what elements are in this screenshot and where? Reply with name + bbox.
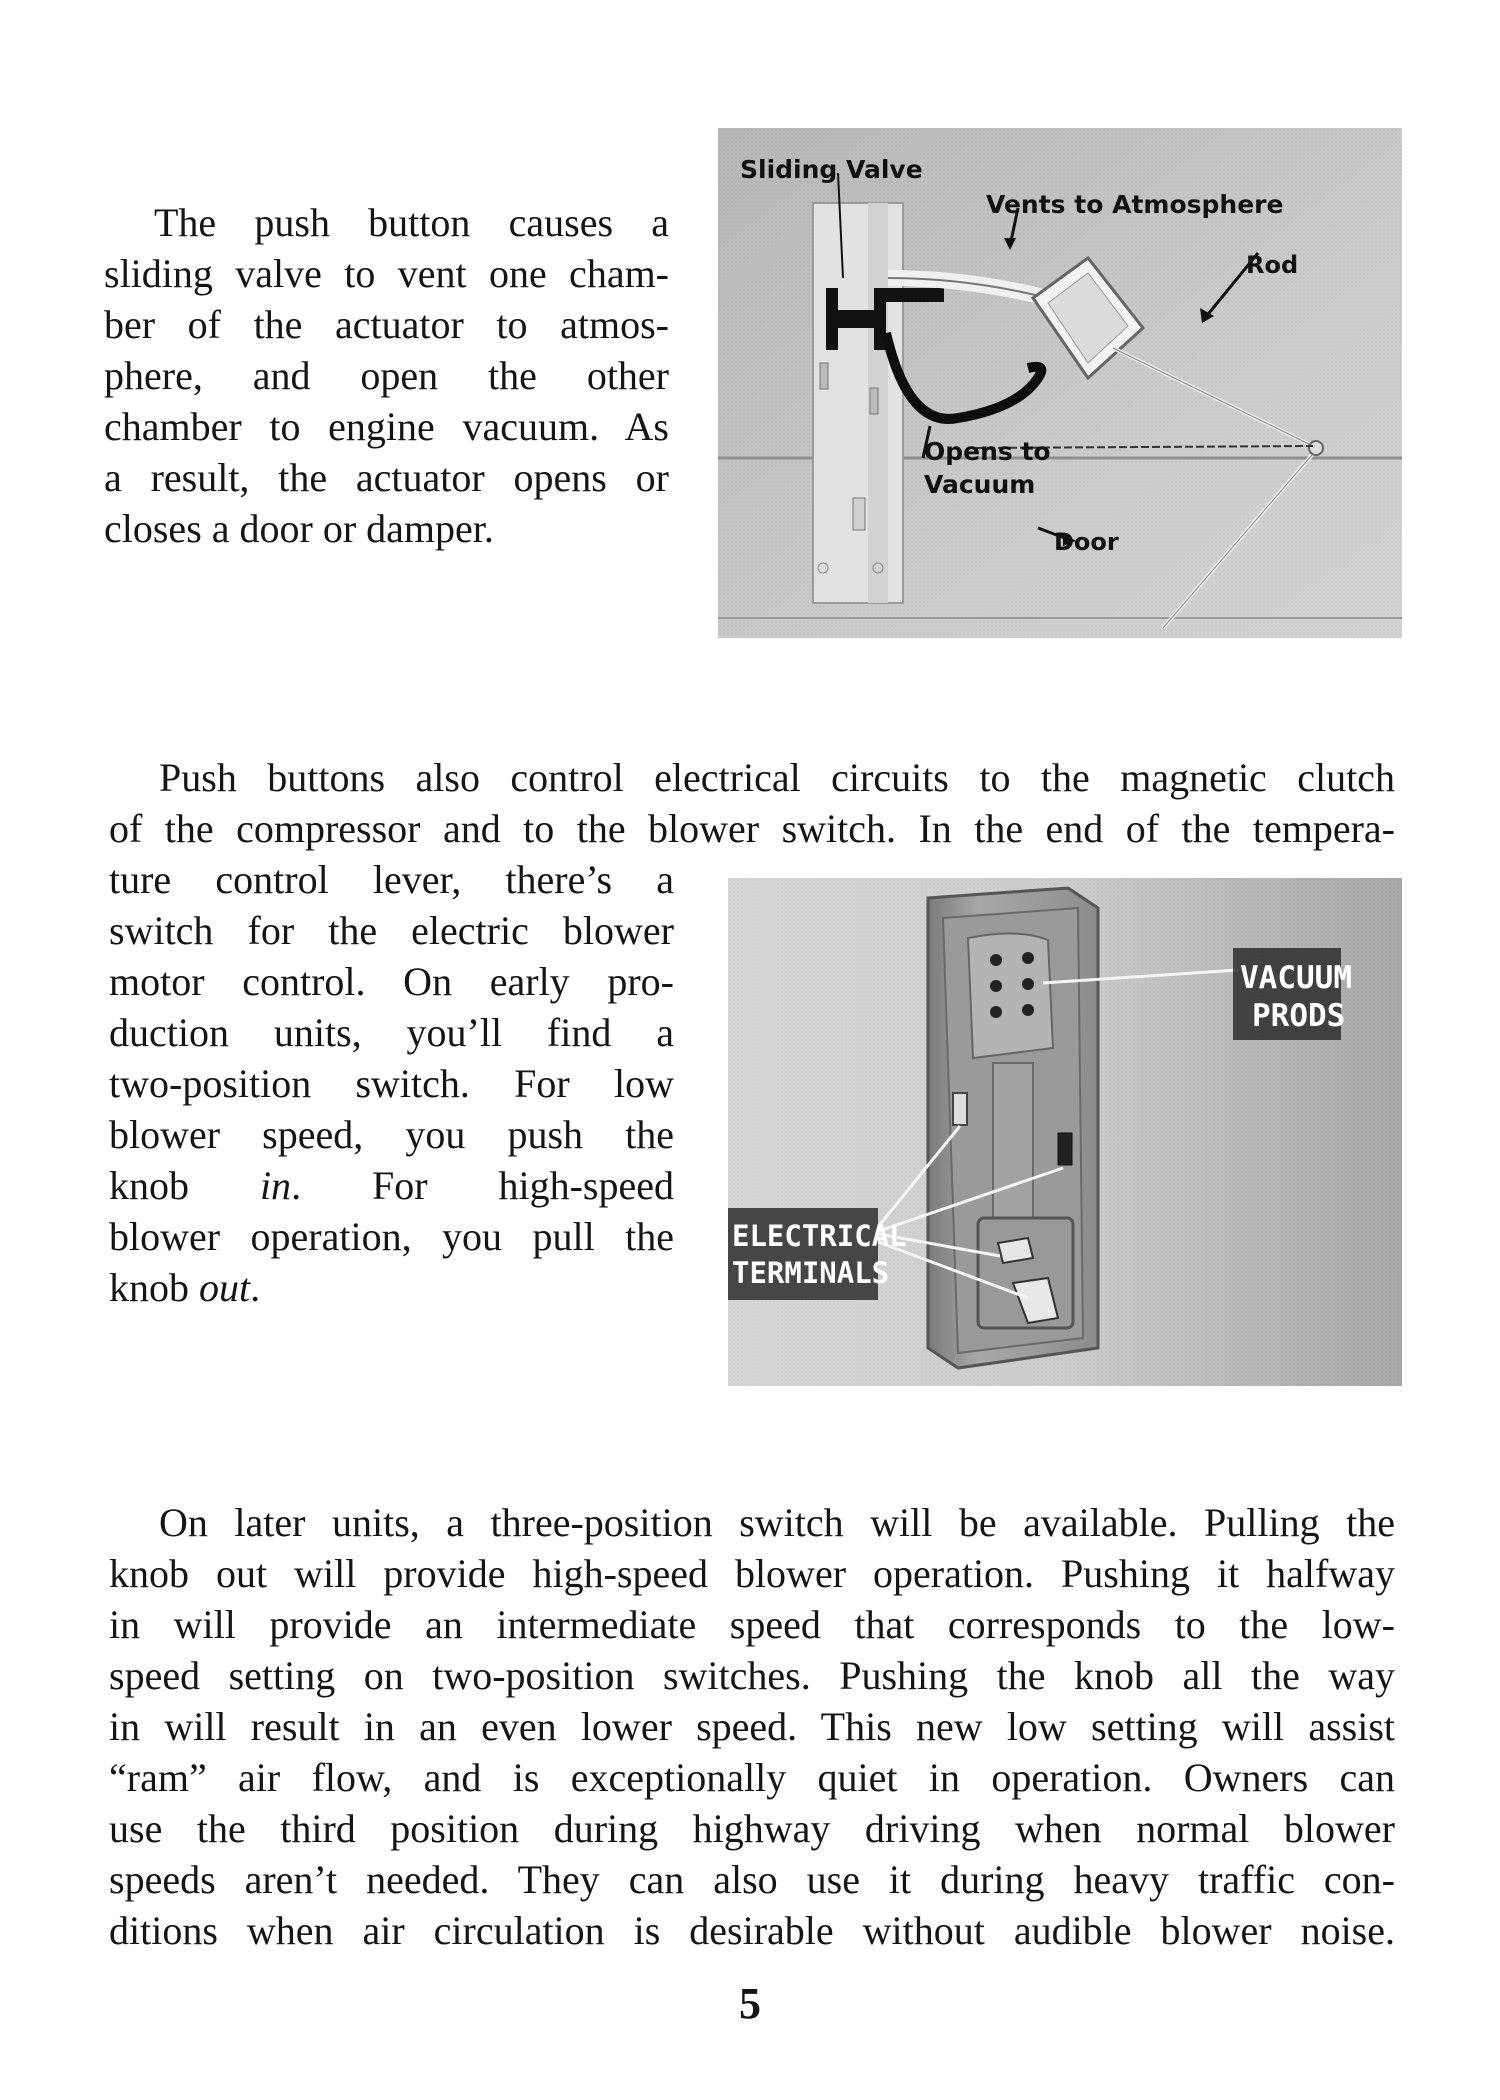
label-vents-to-atmosphere: Vents to Atmosphere bbox=[986, 190, 1284, 219]
sliding-valve-figure bbox=[718, 128, 1402, 638]
emphasis-in: in bbox=[259, 1163, 292, 1208]
text-fragment: . For high-speed bbox=[291, 1163, 675, 1208]
text-line: in will result in an even lower speed. This new low setting will assist bbox=[109, 1704, 1395, 1749]
text-line: closes a door or damper. bbox=[104, 506, 494, 551]
text-fragment: . bbox=[250, 1265, 261, 1310]
text-line: On later units, a three-position switch will be available. Pulling the bbox=[159, 1500, 1395, 1545]
label-terminals: TERMINALS bbox=[732, 1256, 890, 1290]
label-vacuum: Vacuum bbox=[924, 470, 1036, 499]
text-line: ditions when air circulation is desirable without audible blower noise. bbox=[109, 1908, 1395, 1953]
text-line: “ram” air flow, and is exceptionally quiet in operation. Owners can bbox=[109, 1755, 1395, 1800]
text-line: in will provide an intermediate speed that corresponds to the low- bbox=[109, 1602, 1395, 1647]
paragraph-three-position-switch bbox=[109, 1497, 1395, 1956]
text-line: chamber to engine vacuum. As bbox=[104, 404, 669, 449]
label-prods: PRODS bbox=[1252, 998, 1346, 1034]
paragraph-electrical-circuits bbox=[109, 752, 1395, 854]
page-number: 5 bbox=[739, 1979, 761, 2028]
label-opens-to: Opens to bbox=[924, 437, 1051, 466]
text-line: motor control. On early pro- bbox=[109, 959, 674, 1004]
paragraph-electrical-circuits-continued bbox=[109, 854, 674, 1313]
text-line: knob out will provide high-speed blower operation. Pushing it halfway bbox=[109, 1551, 1395, 1596]
text-fragment: knob bbox=[109, 1265, 199, 1310]
text-line: a result, the actuator opens or bbox=[104, 455, 669, 500]
text-fragment: knob bbox=[109, 1163, 260, 1208]
emphasis-out: out bbox=[199, 1265, 251, 1310]
text-line: blower operation, you pull the bbox=[109, 1214, 674, 1259]
label-sliding-valve: Sliding Valve bbox=[740, 155, 923, 184]
label-vacuum: VACUUM bbox=[1240, 960, 1352, 996]
text-line: The push button causes a bbox=[154, 200, 669, 245]
text-line: sliding valve to vent one cham- bbox=[104, 251, 669, 296]
paragraph-push-button bbox=[104, 197, 669, 554]
text-line: ture control lever, there’s a bbox=[109, 857, 674, 902]
text-line: two-position switch. For low bbox=[109, 1061, 674, 1106]
label-door: Door bbox=[1054, 528, 1119, 556]
text-line bbox=[109, 1160, 674, 1211]
label-rod: Rod bbox=[1246, 251, 1299, 279]
text-line: blower speed, you push the bbox=[109, 1112, 674, 1157]
text-line bbox=[109, 1262, 674, 1313]
switch-unit-figure bbox=[728, 878, 1402, 1386]
switch-body bbox=[928, 888, 1098, 1368]
text-line: speeds aren’t needed. They can also use it during heavy traffic con- bbox=[109, 1857, 1395, 1902]
text-line: Push buttons also control electrical circuits to the magnetic clutch bbox=[159, 755, 1395, 800]
label-electrical: ELECTRICAL bbox=[732, 1219, 907, 1253]
text-line: ber of the actuator to atmos- bbox=[104, 302, 669, 347]
text-line: speed setting on two-position switches. Pushing the knob all the way bbox=[109, 1653, 1395, 1698]
control-panel bbox=[813, 203, 903, 603]
text-line: of the compressor and to the blower switch. In the end of the tempera- bbox=[109, 806, 1395, 851]
text-line: phere, and open the other bbox=[104, 353, 669, 398]
text-line: duction units, you’ll find a bbox=[109, 1010, 674, 1055]
text-line: switch for the electric blower bbox=[109, 908, 674, 953]
text-line: use the third position during highway driving when normal blower bbox=[109, 1806, 1395, 1851]
